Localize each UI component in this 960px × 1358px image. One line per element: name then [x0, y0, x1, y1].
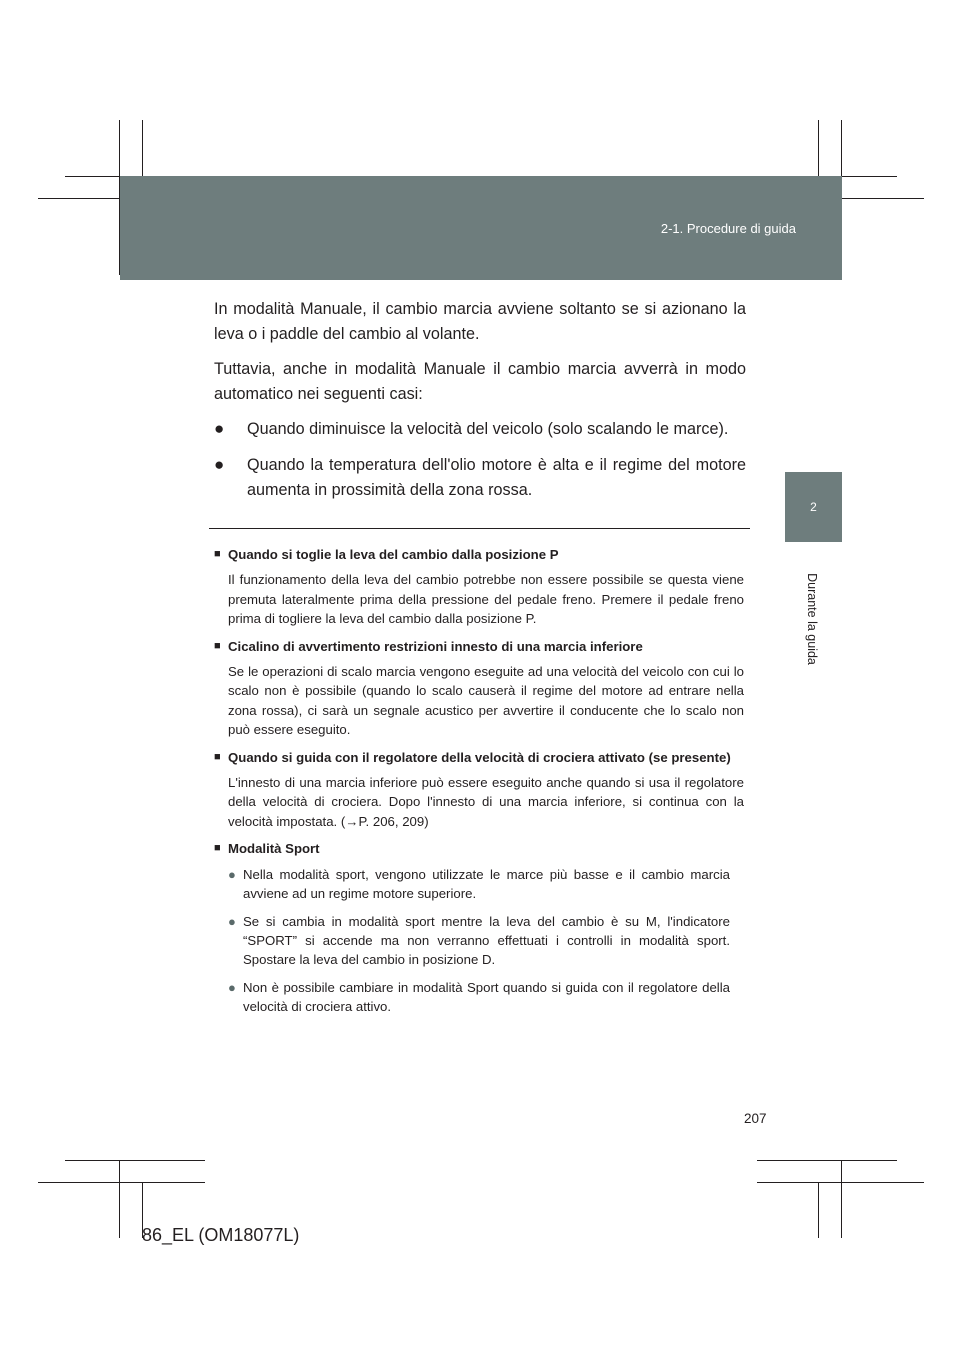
list-item	[228, 912, 744, 970]
list-item	[228, 978, 744, 1017]
note-heading	[214, 839, 744, 858]
crop-mark	[757, 1160, 897, 1161]
bullet-text: Quando diminuisce la velocità del veicolo (solo scalando le marce).	[247, 420, 729, 439]
page-number: 207	[744, 1111, 767, 1126]
note-title: Quando si guida con il regolatore della velocità di crociera attivato (se presente)	[228, 749, 731, 765]
crop-mark	[38, 1182, 205, 1183]
paragraph: In modalità Manuale, il cambio marcia avviene soltanto se si azionano la leva o i paddle del cambio al volante.	[214, 300, 746, 344]
bullet-text: Quando la temperatura dell'olio motore è alta e il regime del motore aumenta in prossimità della zona rossa.	[247, 455, 746, 499]
bullet-icon: ●	[228, 913, 236, 929]
chapter-label-text: Durante la guida	[805, 573, 819, 665]
bullet-icon: ●	[228, 979, 236, 995]
notes-section	[214, 545, 744, 1025]
note-text: Il funzionamento della leva del cambio potrebbe non essere possibile se questa viene premuta lateralmente prima della pressione del pedale freno. Premere il pedale freno prima di togliere la leva del cambio dalla posizione P.	[228, 572, 744, 627]
list-item	[214, 453, 746, 503]
bullet-text: Nella modalità sport, vengono utilizzate le marce più basse e il cambio marcia avviene ad un regime motore superiore.	[243, 866, 730, 902]
chapter-number: 2	[810, 500, 817, 514]
note-text: Se le operazioni di scalo marcia vengono eseguite ad una velocità del veicolo con cui lo scalo non è possibile (quando lo scalo causerà il regime del motore ad entrare nella zona rossa), ci sarà un segnale acustico per avvertire il conducente che lo scalo non può essere eseguito.	[228, 664, 744, 738]
crop-mark	[818, 1182, 819, 1238]
square-bullet-icon: ■	[214, 548, 221, 560]
note-heading	[214, 545, 744, 564]
main-content	[214, 297, 746, 513]
note-heading	[214, 748, 744, 767]
section-title: 2-1. Procedure di guida	[660, 221, 796, 236]
paragraph: Tuttavia, anche in modalità Manuale il cambio marcia avverrà in modo automatico nei seguenti casi:	[214, 360, 746, 404]
bullet-icon: ●	[228, 866, 236, 882]
bullet-text: Se si cambia in modalità sport mentre la leva del cambio è su M, l'indicatore “SPORT” si accende ma non verranno effettuati i controlli in modalità sport. Spostare la leva del cambio in posizione D.	[243, 913, 730, 968]
note-title: Cicalino di avvertimento restrizioni innesto di una marcia inferiore	[228, 638, 643, 654]
bullet-text: Non è possibile cambiare in modalità Sport quando si guida con il regolatore della velocità di crociera attivo.	[243, 979, 730, 1015]
note-heading	[214, 637, 744, 656]
note-title: Quando si toglie la leva del cambio dalla posizione P	[228, 547, 559, 562]
footer-code: 86_EL (OM18077L)	[142, 1225, 300, 1245]
list-item	[214, 417, 746, 442]
crop-mark	[841, 1160, 842, 1238]
divider	[209, 528, 750, 529]
note-title: Modalità Sport	[228, 841, 320, 857]
section-header	[120, 176, 842, 280]
list-item	[228, 865, 744, 904]
square-bullet-icon: ■	[214, 842, 221, 855]
bullet-icon: ●	[214, 419, 225, 439]
crop-mark	[119, 1160, 120, 1238]
square-bullet-icon: ■	[214, 639, 221, 652]
square-bullet-icon: ■	[214, 750, 221, 763]
crop-mark	[65, 1160, 205, 1161]
note-text: L'innesto di una marcia inferiore può essere eseguito anche quando si usa il regolatore della velocità di crociera. Dopo l'innesto di una marcia inferiore, si continua con la velocità impostata. (→P. 206, 209)	[228, 775, 744, 829]
bullet-icon: ●	[214, 454, 225, 474]
chapter-label	[800, 549, 824, 689]
